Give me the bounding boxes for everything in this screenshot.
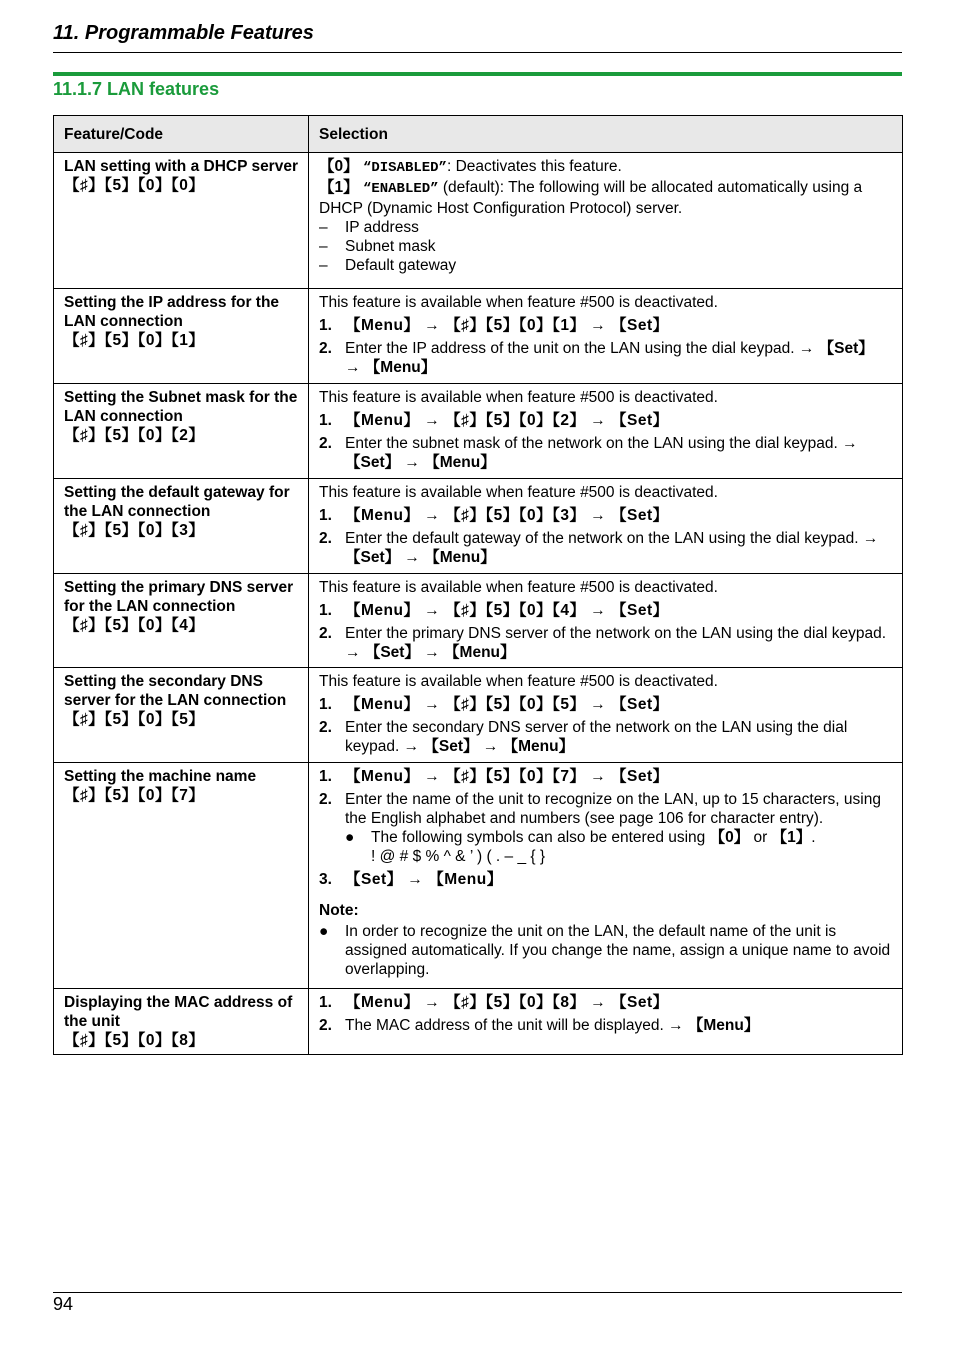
step-description: Enter the default gateway of the network on the LAN using the dial keypad. → — [345, 530, 879, 547]
feature-name: Setting the secondary DNS server for the LAN connection — [64, 673, 287, 709]
section-title: 11.1.7 LAN features — [53, 79, 220, 99]
step-keys: 【Menu】 → 【♯】【5】【0】【8】 → 【Set】 — [345, 994, 669, 1011]
step-2 — [319, 434, 892, 472]
step-description: The MAC address of the unit will be displayed. → — [345, 1017, 688, 1034]
feature-code: 【♯】【5】【0】【3】 — [64, 522, 205, 539]
step-keys: 【Menu】 — [687, 1017, 760, 1034]
dash-mark: – — [319, 257, 328, 274]
feature-code: 【♯】【5】【0】【7】 — [64, 787, 205, 804]
step-2 — [319, 529, 892, 567]
list-item — [319, 218, 892, 237]
list-item — [319, 256, 892, 275]
step-1 — [319, 411, 892, 430]
step-keys: 【Set】 → 【Menu】 — [423, 738, 575, 755]
feature-code: 【♯】【5】【0】【0】 — [64, 177, 205, 194]
note-item — [319, 922, 892, 979]
step-1 — [319, 316, 892, 335]
step-3 — [319, 870, 892, 889]
step-number: 2. — [319, 340, 332, 357]
step-number: 2. — [319, 719, 332, 736]
dash-mark: – — [319, 219, 328, 236]
selection-cell — [309, 763, 903, 989]
step-keys: 【Set】 → 【Menu】 — [345, 454, 496, 471]
chapter-title: 11. Programmable Features — [53, 22, 314, 44]
availability-note: This feature is available when feature #500 is deactivated. — [319, 579, 718, 596]
step-text — [345, 790, 892, 866]
list-item — [319, 237, 892, 256]
feature-code: 【♯】【5】【0】【4】 — [64, 617, 205, 634]
availability-note: This feature is available when feature #500 is deactivated. — [319, 673, 718, 690]
selection-cell — [309, 989, 903, 1055]
feature-cell — [54, 289, 309, 384]
step-number: 2. — [319, 791, 332, 808]
list-item-text: Default gateway — [345, 257, 457, 274]
step-keys: 【Set】 → 【Menu】 — [345, 340, 874, 376]
step-number: 1. — [319, 507, 332, 524]
step-1 — [319, 601, 892, 620]
selection-cell — [309, 153, 903, 289]
step-number: 2. — [319, 1017, 332, 1034]
step-text — [345, 1016, 892, 1035]
step-1 — [319, 506, 892, 525]
step-2 — [319, 339, 892, 377]
step-1 — [319, 695, 892, 714]
key-0: 【0】 — [319, 158, 359, 175]
step-number: 1. — [319, 994, 332, 1011]
key-1: 【1】 — [319, 179, 359, 196]
table-row — [54, 574, 903, 668]
step-keys: 【Menu】 → 【♯】【5】【0】【2】 → 【Set】 — [345, 412, 669, 429]
feature-cell — [54, 763, 309, 989]
selection-cell — [309, 668, 903, 763]
step-keys: 【Menu】 → 【♯】【5】【0】【4】 → 【Set】 — [345, 602, 669, 619]
step-description: Enter the secondary DNS server of the network on the LAN using the dial keypad. → — [345, 719, 848, 755]
step-description: Enter the IP address of the unit on the LAN using the dial keypad. → — [345, 340, 819, 357]
step-description: Enter the primary DNS server of the network on the LAN using the dial keypad. → — [345, 625, 887, 661]
step-description: Enter the name of the unit to recognize on the LAN, up to 15 characters, using the English alphabet and numbers (see page 106 for character entry). — [345, 791, 881, 827]
bullet-description: The following symbols can also be entered using — [371, 829, 710, 846]
step-keys: 【Menu】 → 【♯】【5】【0】【5】 → 【Set】 — [345, 696, 669, 713]
bullet-end: . — [811, 829, 816, 846]
feature-name: LAN setting with a DHCP server — [64, 158, 298, 175]
step-number: 3. — [319, 871, 332, 888]
option-desc: : Deactivates this feature. — [446, 158, 622, 175]
step-2 — [319, 624, 892, 662]
feature-cell — [54, 384, 309, 479]
availability-note: This feature is available when feature #500 is deactivated. — [319, 389, 718, 406]
bullet-mark: ● — [345, 829, 355, 846]
bullet-mark: ● — [319, 923, 329, 940]
selection-cell — [309, 289, 903, 384]
symbol-list: ! @ # $ % ^ & ’ ) ( . – _ { } — [371, 848, 546, 865]
key-1: 【1】 — [771, 829, 812, 846]
option-desc: (default): The following will be allocated automatically using a DHCP (Dynamic Host Configuration Protocol) server. — [319, 179, 863, 217]
table-row — [54, 989, 903, 1055]
feature-name: Setting the machine name — [64, 768, 257, 785]
option-enabled — [319, 178, 892, 218]
lan-features-table — [53, 115, 903, 1055]
table-row — [54, 763, 903, 989]
feature-code: 【♯】【5】【0】【1】 — [64, 332, 205, 349]
list-item — [345, 828, 892, 866]
step-text — [345, 529, 892, 567]
feature-cell — [54, 989, 309, 1055]
step-keys: 【Set】 → 【Menu】 — [345, 549, 496, 566]
note-title: Note: — [319, 902, 359, 919]
selection-cell — [309, 384, 903, 479]
footer-divider — [53, 1292, 902, 1293]
bullet-or: or — [749, 829, 772, 846]
list-item-text: Subnet mask — [345, 238, 436, 255]
step-keys: 【Menu】 → 【♯】【5】【0】【1】 → 【Set】 — [345, 317, 669, 334]
note-text: In order to recognize the unit on the LAN, the default name of the unit is assigned automatically. If you change the name, assign a unique name to avoid overlapping. — [345, 923, 891, 978]
page-number: 94 — [53, 1294, 74, 1314]
table-row — [54, 668, 903, 763]
feature-code: 【♯】【5】【0】【2】 — [64, 427, 205, 444]
step-number: 1. — [319, 412, 332, 429]
selection-cell — [309, 574, 903, 668]
step-number: 1. — [319, 768, 332, 785]
table-row — [54, 289, 903, 384]
step-number: 2. — [319, 435, 332, 452]
bullet-text — [371, 828, 892, 866]
feature-name: Setting the IP address for the LAN connection — [64, 294, 280, 330]
step-1 — [319, 993, 892, 1012]
dash-mark: – — [319, 238, 328, 255]
selection-cell — [309, 479, 903, 574]
step-text — [345, 718, 892, 756]
step-keys: 【Set】 → 【Menu】 — [364, 644, 516, 661]
step-text — [345, 434, 892, 472]
feature-code: 【♯】【5】【0】【8】 — [64, 1032, 205, 1049]
step-description: Enter the subnet mask of the network on the LAN using the dial keypad. → — [345, 435, 858, 452]
option-disabled — [319, 157, 892, 178]
feature-code: 【♯】【5】【0】【5】 — [64, 711, 205, 728]
step-number: 1. — [319, 602, 332, 619]
step-2 — [319, 790, 892, 866]
feature-cell — [54, 574, 309, 668]
section-divider — [53, 72, 902, 76]
step-2 — [319, 718, 892, 756]
key-0: 【0】 — [709, 829, 750, 846]
feature-name: Setting the default gateway for the LAN connection — [64, 484, 290, 520]
header-feature-code: Feature/Code — [54, 116, 309, 153]
step-keys: 【Set】 → 【Menu】 — [345, 871, 503, 888]
step-number: 1. — [319, 696, 332, 713]
step-number: 2. — [319, 530, 332, 547]
step-number: 2. — [319, 625, 332, 642]
table-row — [54, 153, 903, 289]
availability-note: This feature is available when feature #500 is deactivated. — [319, 294, 718, 311]
table-row — [54, 479, 903, 574]
availability-note: This feature is available when feature #500 is deactivated. — [319, 484, 718, 501]
step-text — [345, 624, 892, 662]
list-item-text: IP address — [345, 219, 419, 236]
header-divider — [53, 52, 902, 53]
value-enabled: “ENABLED” — [362, 181, 439, 197]
value-disabled: “DISABLED” — [362, 160, 447, 176]
feature-name: Setting the primary DNS server for the LAN connection — [64, 579, 294, 615]
table-row — [54, 384, 903, 479]
step-keys: 【Menu】 → 【♯】【5】【0】【7】 → 【Set】 — [345, 768, 669, 785]
step-number: 1. — [319, 317, 332, 334]
step-1 — [319, 767, 892, 786]
feature-cell — [54, 153, 309, 289]
feature-cell — [54, 668, 309, 763]
step-keys: 【Menu】 → 【♯】【5】【0】【3】 → 【Set】 — [345, 507, 669, 524]
feature-cell — [54, 479, 309, 574]
step-2 — [319, 1016, 892, 1035]
feature-name: Displaying the MAC address of the unit — [64, 994, 293, 1030]
header-selection: Selection — [309, 116, 903, 153]
feature-name: Setting the Subnet mask for the LAN connection — [64, 389, 298, 425]
table-header-row — [54, 116, 903, 153]
step-text — [345, 339, 892, 377]
